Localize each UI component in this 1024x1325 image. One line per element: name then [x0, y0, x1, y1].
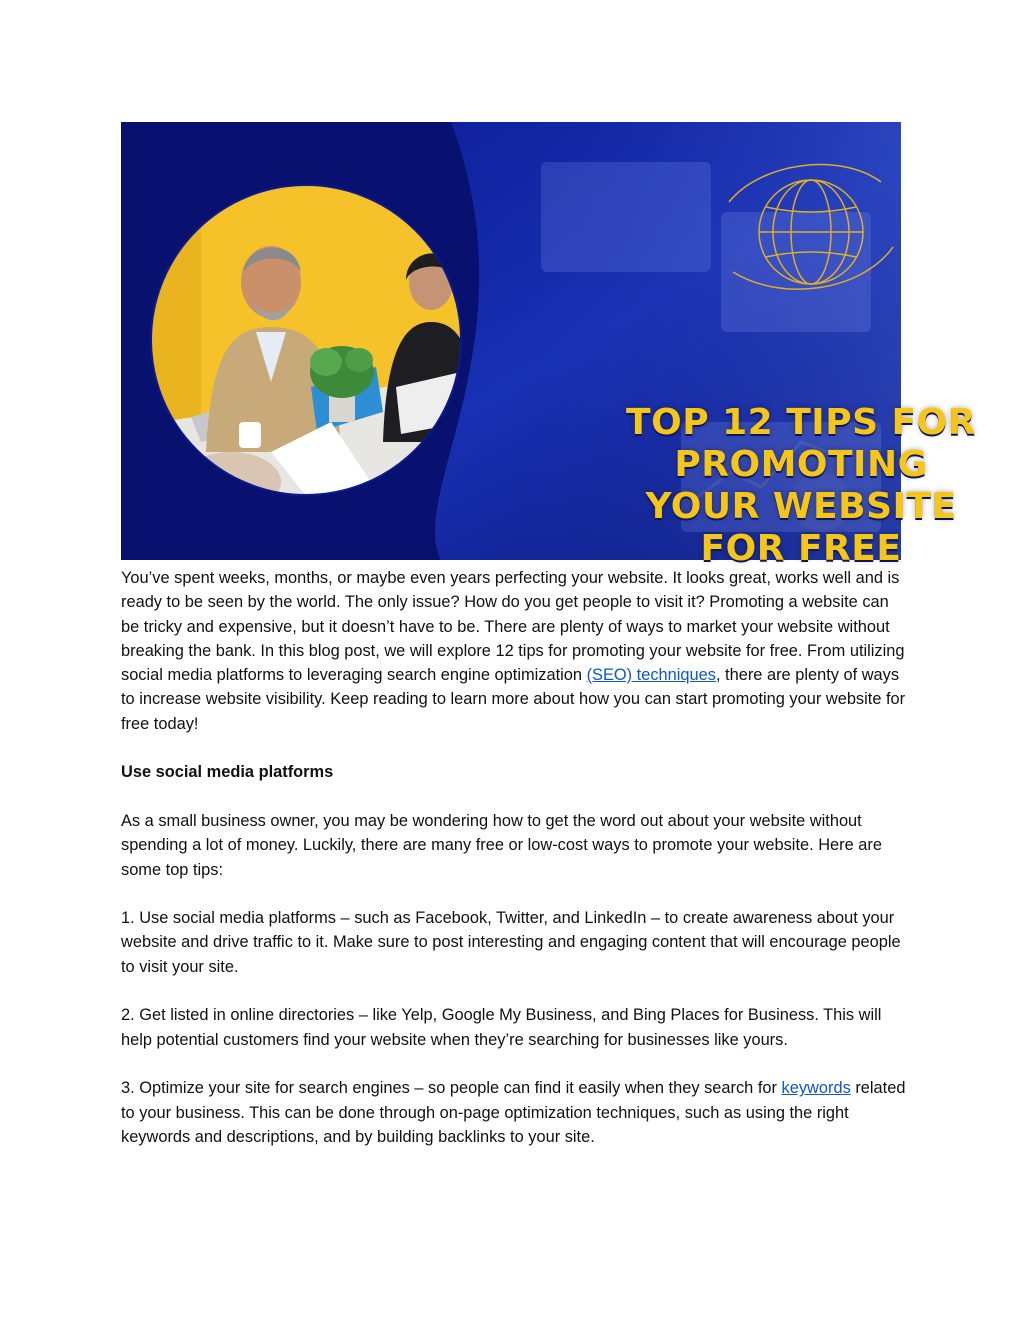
tip-item [121, 1076, 906, 1149]
hero-title-line: PROMOTING [674, 444, 928, 485]
tip-item: 2. Get listed in online directories – like Yelp, Google My Business, and Bing Places for Business. This will help potential customers find your website when they’re searching for businesses like yours. [121, 1006, 882, 1049]
intro-paragraph [121, 566, 906, 736]
seo-techniques-link[interactable]: (SEO) techniques [586, 666, 716, 685]
section-heading: Use social media platforms [121, 763, 334, 782]
hero-title-line: YOUR WEBSITE [645, 486, 957, 527]
tip-item: 1. Use social media platforms – such as Facebook, Twitter, and LinkedIn – to create awareness about your website and drive traffic to it. Make sure to post interesting and engaging content that will encourage people to visit your site. [121, 909, 901, 976]
article-body [121, 566, 906, 1173]
keywords-link[interactable]: keywords [781, 1079, 851, 1098]
section-paragraph: As a small business owner, you may be wondering how to get the word out about your website without spending a lot of money. Luckily, there are many free or low-cost ways to promote your website. Here are some top tips: [121, 811, 882, 879]
intro-text-part: You’ve spent weeks, months, or maybe even years perfecting your website. It looks great, works well and is ready to be seen by the world. The only issue? How do you get people to visit it? Promoting a website can be tricky and expensive, but it doesn’t have to be. There are plenty of ways to market your website without breaking the bank. In this blog post, we will explore 12 tips for promoting your website for free. From utilizing social media platforms to leveraging search engine optimization [121, 569, 905, 685]
tip-text-part: 3. Optimize your site for search engines – so people can find it easily when they search for [121, 1079, 782, 1098]
tip-text-part: related to your business. This can be done through on-page optimization techniques, such as using the right keywords and descriptions, and by building backlinks to your site. [121, 1079, 906, 1146]
intro-text-part: , there are plenty of ways to increase website visibility. Keep reading to learn more about how you can start promoting your website for free today! [121, 666, 906, 733]
hero-banner [121, 122, 976, 569]
hero-title-line: FOR FREE [700, 528, 902, 569]
hero-title [621, 402, 981, 570]
hero-title-line: TOP 12 TIPS FOR [626, 402, 976, 443]
